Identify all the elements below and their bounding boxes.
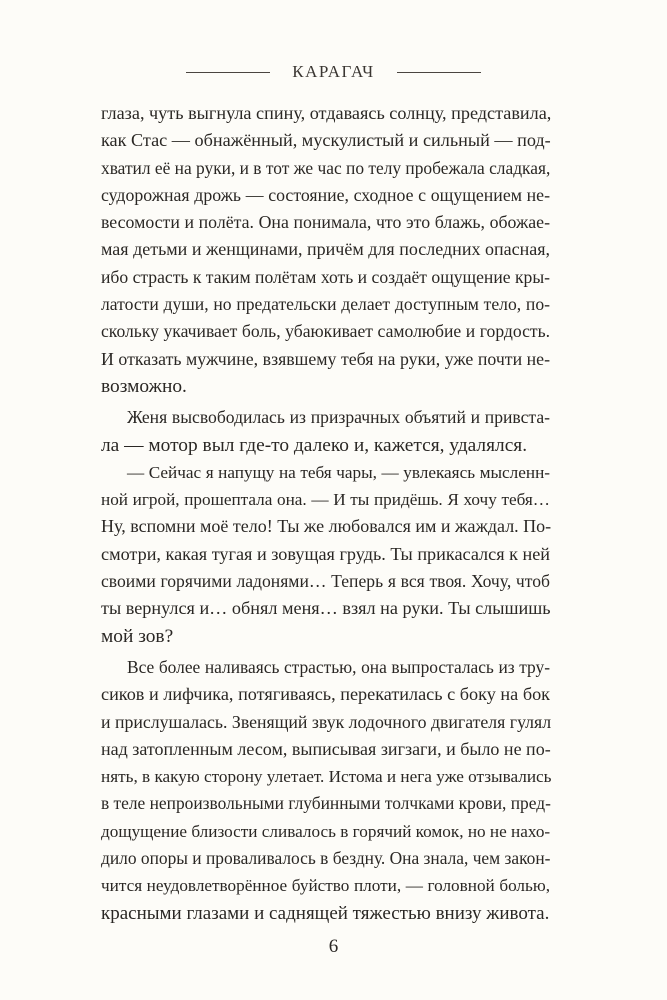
- text-line: ной игрой, прошептала она. — И ты придёшь. Я хочу тебя…: [101, 490, 550, 510]
- text-line: скольку укачивает боль, убаюкивает самолюбие и гордость.: [101, 321, 550, 342]
- text-line: ты вернулся и… обнял меня… взял на руки. Ты слышишь: [101, 598, 551, 619]
- text-line: возможно.: [101, 375, 187, 397]
- paragraph: [101, 654, 550, 927]
- text-line: Женя высвободилась из призрачных объятий и привста-: [127, 407, 550, 428]
- text-line: хватил её на руки, и в тот же час по телу пробежала сладкая,: [101, 157, 551, 178]
- text-line: Ну, вспомни моё тело! Ты же любовался им и жаждал. По-: [101, 516, 552, 537]
- text-line: ибо страсть к таким полётам хоть и создаёт ощущение кры-: [101, 266, 550, 287]
- text-line: мая детьми и женщинами, причём для последних опасная,: [101, 239, 550, 260]
- text-line: ла — мотор выл где-то далеко и, кажется, удалялся.: [101, 434, 528, 456]
- header-rule-left: [186, 72, 270, 73]
- text-line: нять, в какую сторону улетает. Истома и нега уже отзывались: [101, 767, 552, 787]
- text-line: весомости и полёта. Она понимала, что это блажь, обожае-: [101, 212, 550, 233]
- paragraph: [101, 404, 550, 459]
- text-line: в теле непроизвольными глубинными толчками крови, пред-: [101, 793, 551, 814]
- text-line: глаза, чуть выгнула спину, отдаваясь солнцу, представила,: [101, 103, 552, 123]
- body-text: [101, 100, 550, 927]
- text-line: — Сейчас я напущу на тебя чары, — увлекаясь мысленн-: [127, 462, 550, 482]
- text-line: сиков и лифчика, потягиваясь, перекатилась с боку на бок: [101, 684, 550, 705]
- text-line: над затопленным лесом, выписывая зигзаги, и было не по-: [101, 738, 551, 759]
- text-line: красными глазами и саднящей тяжестью внизу живота.: [101, 902, 550, 924]
- text-line: латости души, но предательски делает доступным тело, по-: [101, 294, 550, 315]
- text-line: смотри, какая тугая и зовущая грудь. Ты прикасался к ней: [101, 543, 551, 564]
- page-number: 6: [328, 936, 339, 957]
- text-line: мой зов?: [101, 625, 174, 647]
- paragraph: [101, 459, 550, 650]
- text-line: И отказать мужчине, взявшему тебя на руки, уже почти не-: [101, 348, 550, 369]
- text-line: и прислушалась. Звенящий звук лодочного двигателя гулял: [101, 711, 552, 732]
- running-head: [0, 62, 667, 82]
- text-line: чится неудовлетворённое буйство плоти, — головной болью,: [101, 876, 550, 896]
- running-head-title: КАРАГАЧ: [292, 62, 375, 81]
- header-rule-right: [397, 72, 481, 73]
- text-line: судорожная дрожь — состояние, сходное с ощущением не-: [101, 184, 550, 205]
- text-line: дощущение близости сливалось в горячий комок, но не нахо-: [101, 821, 551, 841]
- paragraph: [101, 100, 550, 400]
- text-line: своими горячими ладонями… Теперь я вся твоя. Хочу, чтоб: [101, 571, 550, 592]
- text-line: Все более наливаясь страстью, она выпросталась из тру-: [127, 656, 550, 677]
- text-line: как Стас — обнажённый, мускулистый и сильный — под-: [101, 130, 551, 151]
- text-line: дило опоры и проваливалось в бездну. Она знала, чем закон-: [101, 848, 551, 869]
